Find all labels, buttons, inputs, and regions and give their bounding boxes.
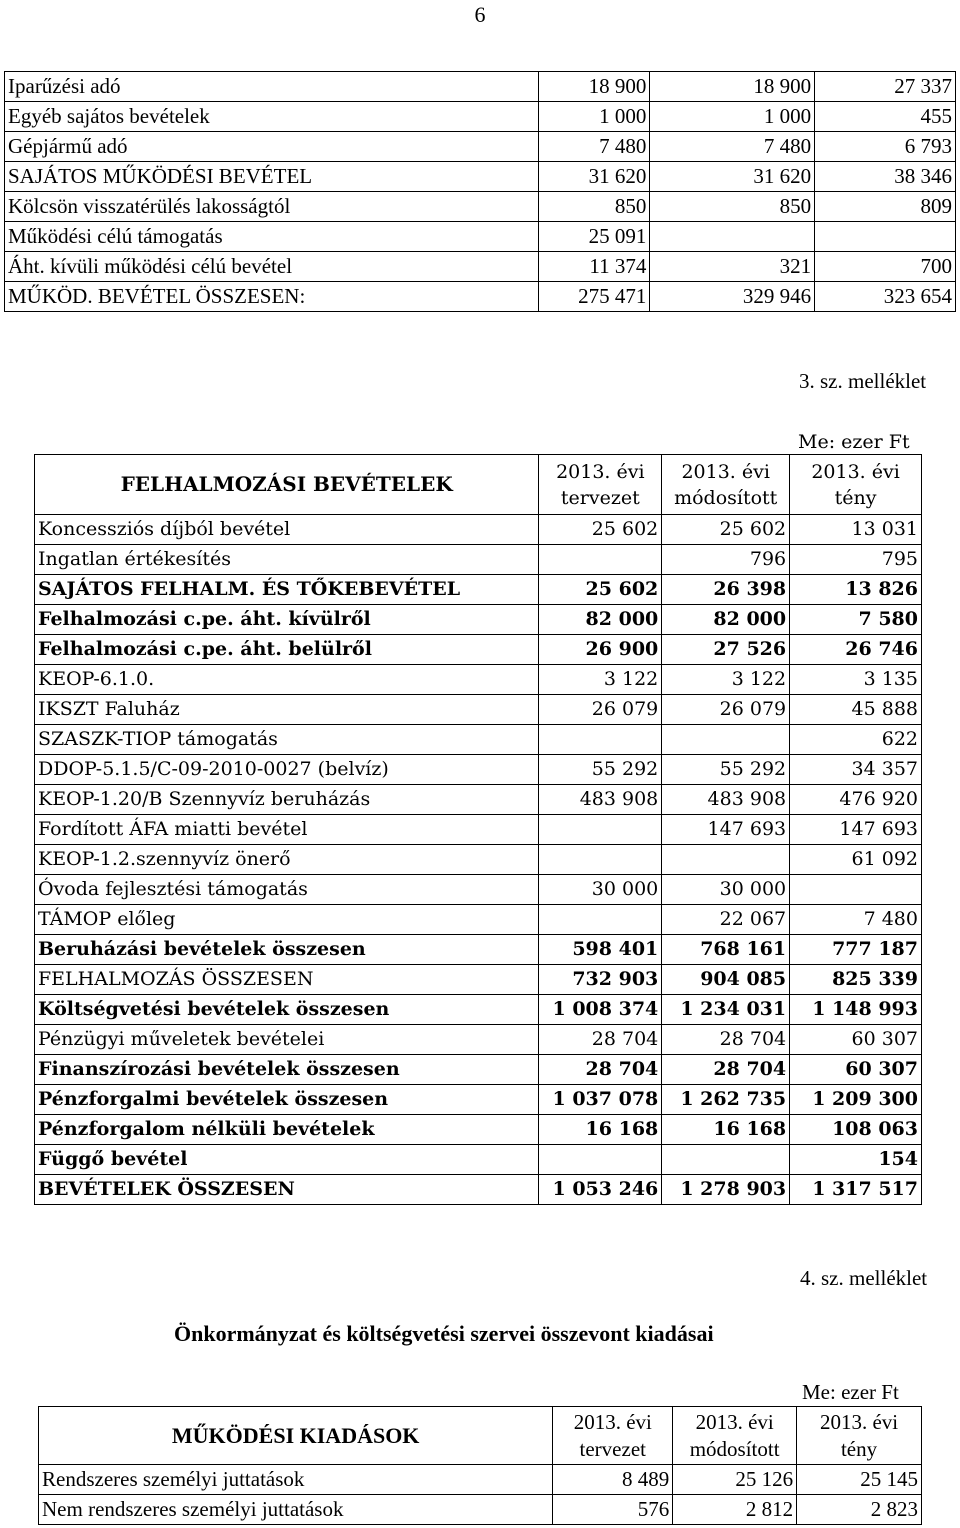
- value-modified: 27 526: [662, 635, 790, 665]
- table-row: [35, 845, 922, 875]
- value-actual: 700: [815, 252, 956, 282]
- table-row: [35, 515, 922, 545]
- row-label: Pénzügyi műveletek bevételei: [35, 1025, 539, 1055]
- value-actual: 2 823: [797, 1495, 922, 1525]
- value-actual: 60 307: [790, 1025, 922, 1055]
- table-row: [5, 192, 956, 222]
- table-row: [5, 252, 956, 282]
- value-modified: 768 161: [662, 935, 790, 965]
- value-modified: 25 126: [673, 1465, 797, 1495]
- value-actual: 26 746: [790, 635, 922, 665]
- value-planned: 82 000: [539, 605, 662, 635]
- value-modified: 82 000: [662, 605, 790, 635]
- row-label: Ingatlan értékesítés: [35, 545, 539, 575]
- table-row: [5, 162, 956, 192]
- row-label: Beruházási bevételek összesen: [35, 935, 539, 965]
- value-modified: 321: [650, 252, 815, 282]
- table-row: [35, 1085, 922, 1115]
- value-modified: 18 900: [650, 72, 815, 102]
- value-actual: 45 888: [790, 695, 922, 725]
- value-modified: 850: [650, 192, 815, 222]
- row-label: KEOP-1.20/B Szennyvíz beruházás: [35, 785, 539, 815]
- table-row: [35, 635, 922, 665]
- table-row: [39, 1465, 922, 1495]
- value-modified: [650, 222, 815, 252]
- value-actual: 3 135: [790, 665, 922, 695]
- table-row: [35, 815, 922, 845]
- table-row: [35, 545, 922, 575]
- value-modified: 22 067: [662, 905, 790, 935]
- table-row: [35, 665, 922, 695]
- value-actual: 1 148 993: [790, 995, 922, 1025]
- row-label: Óvoda fejlesztési támogatás: [35, 875, 539, 905]
- value-modified: 16 168: [662, 1115, 790, 1145]
- value-planned: 576: [553, 1495, 673, 1525]
- row-label: Fordított ÁFA miatti bevétel: [35, 815, 539, 845]
- value-modified: 28 704: [662, 1055, 790, 1085]
- value-actual: 154: [790, 1145, 922, 1175]
- row-label: Kölcsön visszatérülés lakosságtól: [5, 192, 539, 222]
- value-planned: 7 480: [539, 132, 650, 162]
- row-label: Áht. kívüli működési célú bevétel: [5, 252, 539, 282]
- annex4-unit: Me: ezer Ft: [802, 1380, 899, 1404]
- value-actual: 13 031: [790, 515, 922, 545]
- table-row: [5, 132, 956, 162]
- row-label: Egyéb sajátos bevételek: [5, 102, 539, 132]
- value-modified: 483 908: [662, 785, 790, 815]
- value-modified: 7 480: [650, 132, 815, 162]
- page-number: 6: [474, 2, 486, 27]
- value-actual: 7 580: [790, 605, 922, 635]
- header-planned: 2013. évi tervezet: [553, 1407, 673, 1465]
- value-modified: 904 085: [662, 965, 790, 995]
- row-label: KEOP-1.2.szennyvíz önerő: [35, 845, 539, 875]
- row-label: Pénzforgalmi bevételek összesen: [35, 1085, 539, 1115]
- table-row: [35, 995, 922, 1025]
- value-modified: 329 946: [650, 282, 815, 312]
- row-label: TÁMOP előleg: [35, 905, 539, 935]
- row-label: Költségvetési bevételek összesen: [35, 995, 539, 1025]
- value-planned: 3 122: [539, 665, 662, 695]
- value-modified: 1 262 735: [662, 1085, 790, 1115]
- value-planned: 25 602: [539, 515, 662, 545]
- operating-expense-header-row: [39, 1407, 922, 1465]
- value-planned: 55 292: [539, 755, 662, 785]
- row-label: FELHALMOZÁS ÖSSZESEN: [35, 965, 539, 995]
- row-label: SAJÁTOS FELHALM. ÉS TŐKEBEVÉTEL: [35, 575, 539, 605]
- value-planned: 18 900: [539, 72, 650, 102]
- value-planned: 25 602: [539, 575, 662, 605]
- value-actual: 323 654: [815, 282, 956, 312]
- header-planned: 2013. évi tervezet: [539, 455, 662, 515]
- value-modified: 2 812: [673, 1495, 797, 1525]
- value-modified: 796: [662, 545, 790, 575]
- table-row: [35, 605, 922, 635]
- annex4-label: 4. sz. melléklet: [800, 1266, 928, 1290]
- operating-revenue-table: [4, 71, 956, 312]
- value-actual: [815, 222, 956, 252]
- value-actual: 777 187: [790, 935, 922, 965]
- row-label: Rendszeres személyi juttatások: [39, 1465, 553, 1495]
- value-planned: 1 037 078: [539, 1085, 662, 1115]
- value-actual: 147 693: [790, 815, 922, 845]
- table-row: [35, 905, 922, 935]
- value-actual: 476 920: [790, 785, 922, 815]
- operating-revenue-body: [5, 72, 956, 312]
- value-planned: [539, 815, 662, 845]
- row-label: IKSZT Faluház: [35, 695, 539, 725]
- value-planned: 598 401: [539, 935, 662, 965]
- operating-expense-table: [38, 1406, 922, 1525]
- row-label: Pénzforgalom nélküli bevételek: [35, 1115, 539, 1145]
- value-modified: 1 000: [650, 102, 815, 132]
- value-actual: 622: [790, 725, 922, 755]
- capital-revenue-body: [35, 515, 922, 1205]
- value-actual: 13 826: [790, 575, 922, 605]
- table-row: [35, 1115, 922, 1145]
- value-planned: 30 000: [539, 875, 662, 905]
- value-actual: 7 480: [790, 905, 922, 935]
- value-modified: 30 000: [662, 875, 790, 905]
- value-planned: 8 489: [553, 1465, 673, 1495]
- value-actual: 1 317 517: [790, 1175, 922, 1205]
- value-planned: [539, 845, 662, 875]
- value-planned: 11 374: [539, 252, 650, 282]
- value-actual: 27 337: [815, 72, 956, 102]
- value-actual: 25 145: [797, 1465, 922, 1495]
- value-actual: 61 092: [790, 845, 922, 875]
- table-row: [35, 1175, 922, 1205]
- value-modified: [662, 845, 790, 875]
- value-modified: 26 398: [662, 575, 790, 605]
- value-actual: 60 307: [790, 1055, 922, 1085]
- value-actual: 825 339: [790, 965, 922, 995]
- value-planned: 26 900: [539, 635, 662, 665]
- row-label: Felhalmozási c.pe. áht. kívülről: [35, 605, 539, 635]
- table-row: [35, 1055, 922, 1085]
- value-planned: 28 704: [539, 1025, 662, 1055]
- value-modified: 1 278 903: [662, 1175, 790, 1205]
- table-row: [35, 725, 922, 755]
- header-actual: 2013. évi tény: [797, 1407, 922, 1465]
- value-planned: [539, 725, 662, 755]
- header-modified: 2013. évi módosított: [662, 455, 790, 515]
- operating-expense-title: MŰKÖDÉSI KIADÁSOK: [39, 1407, 553, 1465]
- value-modified: 28 704: [662, 1025, 790, 1055]
- table-row: [35, 875, 922, 905]
- value-modified: 1 234 031: [662, 995, 790, 1025]
- table-row: [5, 102, 956, 132]
- value-actual: 455: [815, 102, 956, 132]
- row-label: MŰKÖD. BEVÉTEL ÖSSZESEN:: [5, 282, 539, 312]
- value-planned: [539, 545, 662, 575]
- value-actual: 34 357: [790, 755, 922, 785]
- header-actual: 2013. évi tény: [790, 455, 922, 515]
- value-planned: 1 008 374: [539, 995, 662, 1025]
- value-modified: [662, 725, 790, 755]
- value-planned: 28 704: [539, 1055, 662, 1085]
- value-actual: 38 346: [815, 162, 956, 192]
- value-planned: 26 079: [539, 695, 662, 725]
- value-modified: 55 292: [662, 755, 790, 785]
- table-row: [39, 1495, 922, 1525]
- value-planned: 483 908: [539, 785, 662, 815]
- table-row: [35, 935, 922, 965]
- value-actual: 795: [790, 545, 922, 575]
- row-label: Koncessziós díjból bevétel: [35, 515, 539, 545]
- row-label: Működési célú támogatás: [5, 222, 539, 252]
- value-modified: [662, 1145, 790, 1175]
- value-planned: 275 471: [539, 282, 650, 312]
- value-planned: 25 091: [539, 222, 650, 252]
- table-row: [35, 695, 922, 725]
- annex4-heading: Önkormányzat és költségvetési szervei összevont kiadásai: [174, 1321, 714, 1346]
- header-modified: 2013. évi módosított: [673, 1407, 797, 1465]
- table-row: [35, 785, 922, 815]
- table-row: [5, 72, 956, 102]
- value-actual: [790, 875, 922, 905]
- annex3-unit: Me: ezer Ft: [798, 431, 910, 453]
- value-actual: 1 209 300: [790, 1085, 922, 1115]
- row-label: BEVÉTELEK ÖSSZESEN: [35, 1175, 539, 1205]
- row-label: SAJÁTOS MŰKÖDÉSI BEVÉTEL: [5, 162, 539, 192]
- value-modified: 3 122: [662, 665, 790, 695]
- value-planned: 732 903: [539, 965, 662, 995]
- value-modified: 25 602: [662, 515, 790, 545]
- row-label: SZASZK-TIOP támogatás: [35, 725, 539, 755]
- table-row: [35, 1025, 922, 1055]
- value-planned: [539, 1145, 662, 1175]
- value-actual: 6 793: [815, 132, 956, 162]
- value-planned: 16 168: [539, 1115, 662, 1145]
- row-label: Függő bevétel: [35, 1145, 539, 1175]
- table-row: [35, 755, 922, 785]
- row-label: Nem rendszeres személyi juttatások: [39, 1495, 553, 1525]
- table-row: [35, 575, 922, 605]
- table-row: [35, 1145, 922, 1175]
- value-planned: 31 620: [539, 162, 650, 192]
- operating-expense-body: [39, 1465, 922, 1525]
- row-label: KEOP-6.1.0.: [35, 665, 539, 695]
- table-row: [5, 222, 956, 252]
- value-actual: 108 063: [790, 1115, 922, 1145]
- value-planned: 1 053 246: [539, 1175, 662, 1205]
- row-label: DDOP-5.1.5/C-09-2010-0027 (belvíz): [35, 755, 539, 785]
- value-planned: 1 000: [539, 102, 650, 132]
- value-modified: 26 079: [662, 695, 790, 725]
- row-label: Felhalmozási c.pe. áht. belülről: [35, 635, 539, 665]
- value-modified: 147 693: [662, 815, 790, 845]
- annex3-label: 3. sz. melléklet: [799, 369, 927, 393]
- value-actual: 809: [815, 192, 956, 222]
- value-modified: 31 620: [650, 162, 815, 192]
- value-planned: 850: [539, 192, 650, 222]
- table-row: [35, 965, 922, 995]
- value-planned: [539, 905, 662, 935]
- row-label: Iparűzési adó: [5, 72, 539, 102]
- row-label: Gépjármű adó: [5, 132, 539, 162]
- capital-revenue-header-row: [35, 455, 922, 515]
- table-row: [5, 282, 956, 312]
- capital-revenue-table: [34, 454, 922, 1205]
- row-label: Finanszírozási bevételek összesen: [35, 1055, 539, 1085]
- capital-revenue-title: FELHALMOZÁSI BEVÉTELEK: [35, 455, 539, 515]
